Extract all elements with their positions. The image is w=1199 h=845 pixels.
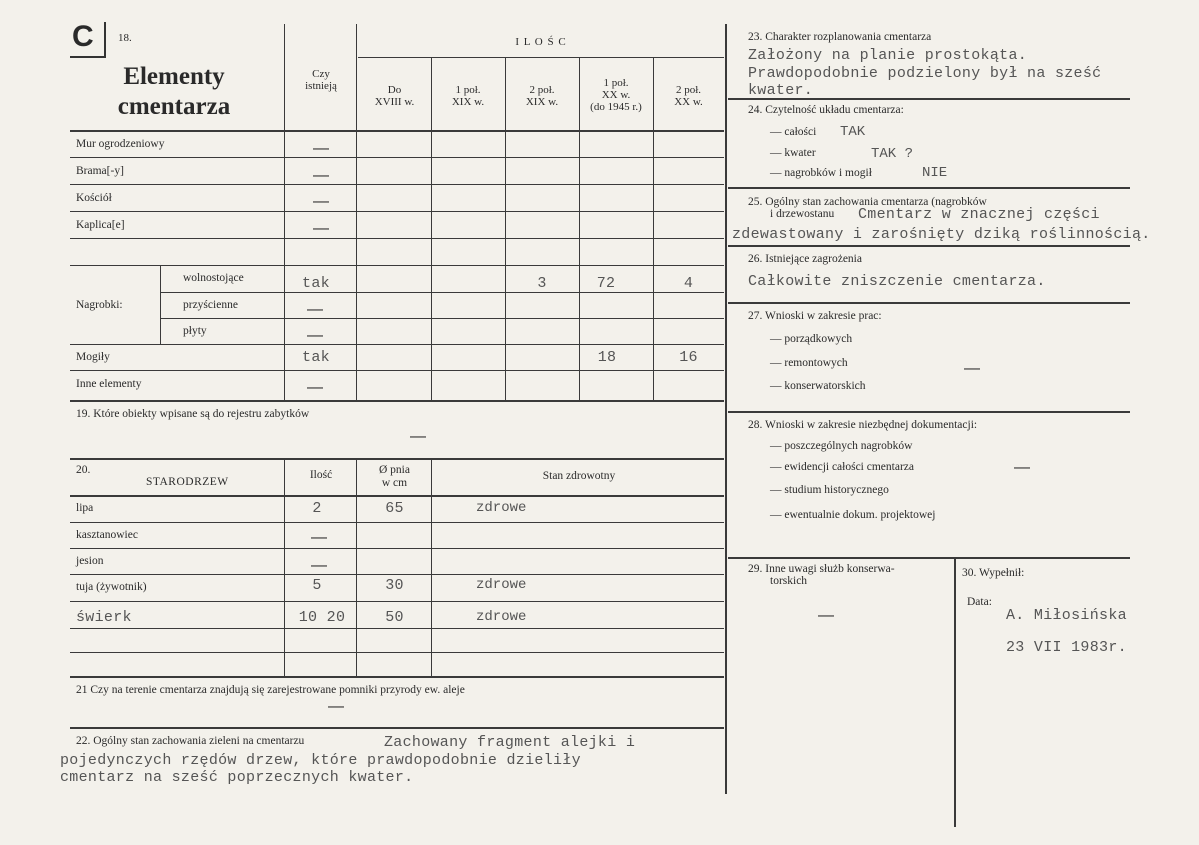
tree-health-4: zdrowe — [476, 609, 527, 625]
row-exists-mur: — — [313, 140, 329, 157]
q27-value: — — [964, 360, 980, 377]
q22-line1: Zachowany fragment alejki i — [384, 734, 636, 751]
q23-line3: kwater. — [748, 82, 814, 99]
q26-value: Całkowite zniszczenie cmentarza. — [748, 273, 1046, 290]
tree-diameter-4: 50 — [385, 609, 404, 626]
nagrobki-c4-wolnostojace: 4 — [683, 275, 694, 292]
section-number: 18. — [118, 32, 132, 44]
page-title — [104, 62, 244, 122]
row-label-kaplica: Kaplica[e] — [76, 219, 125, 231]
tree-name-2: jesion — [76, 555, 104, 567]
tree-name-4: świerk — [76, 609, 132, 626]
mogily-c3: 18 — [597, 349, 617, 366]
q29-label2: torskich — [770, 575, 808, 587]
row-label-mur: Mur ogrodzeniowy — [76, 138, 165, 150]
tree-count-0: 2 — [312, 500, 322, 517]
q19-label: 19. Które obiekty wpisane są do rejestru zabytków — [76, 408, 310, 420]
inne-label: Inne elementy — [76, 378, 142, 390]
q24-value-1: TAK ? — [871, 146, 914, 162]
q24-value-2: NIE — [922, 165, 948, 181]
q28-item-0: — poszczególnych nagrobków — [770, 440, 913, 452]
q30-date: 23 VII 1983r. — [1006, 639, 1127, 656]
col-exists-header: Czy istnieją — [305, 68, 337, 92]
q24-label: 24. Czytelność układu cmentarza: — [748, 104, 904, 116]
q29-value: — — [818, 607, 834, 624]
tree-count-4: 10 20 — [298, 609, 346, 626]
q25-value1: Cmentarz w znacznej części — [858, 206, 1100, 223]
q25-value2: zdewastowany i zarośnięty dziką roślinnością. — [732, 226, 1151, 243]
nagrobki-label: Nagrobki: — [76, 299, 123, 311]
q26-label: 26. Istniejące zagrożenia — [748, 253, 862, 265]
mogily-c4: 16 — [679, 349, 698, 366]
q27-item-0: — porządkowych — [770, 333, 853, 345]
row-label-kosciol: Kościół — [76, 192, 112, 204]
q24-item-0: — całości — [770, 126, 817, 138]
q23-line2: Prawdopodobnie podzielony był na sześć — [748, 65, 1102, 82]
q28-label: 28. Wnioski w zakresie niezbędnej dokumentacji: — [748, 419, 978, 431]
tree-count-1: — — [311, 529, 327, 546]
nagrobki-label-wolnostojace: wolnostojące — [183, 272, 244, 284]
nagrobki-exists-wolnostojace: tak — [302, 275, 330, 292]
tree-count-3: 5 — [312, 577, 322, 594]
q28-item-1: — ewidencji całości cmentarza — [770, 461, 914, 473]
q22-line3: cmentarz na sześć poprzecznych kwater. — [60, 769, 414, 786]
row-exists-brama: — — [313, 167, 329, 184]
q24-item-2: — nagrobków i mogił — [770, 167, 872, 179]
tree-name-3: tuja (żywotnik) — [76, 581, 147, 593]
q27-item-1: — remontowych — [770, 357, 848, 369]
q23-line1: Założony na planie prostokąta. — [748, 47, 1028, 64]
q27-label: 27. Wnioski w zakresie prac: — [748, 310, 882, 322]
q19-value: — — [410, 428, 426, 445]
q24-item-1: — kwater — [770, 147, 816, 159]
q23-label: 23. Charakter rozplanowania cmentarza — [748, 31, 932, 43]
trees-col-diameter: Ø pnia w cm — [379, 464, 410, 489]
tree-count-2: — — [311, 557, 327, 574]
page-title-line1: Elementy — [123, 63, 225, 90]
nagrobki-label-plyty: płyty — [183, 325, 207, 337]
section-letter-box — [70, 22, 106, 58]
tree-name-0: lipa — [76, 502, 94, 514]
q29-label1: 29. Inne uwagi służb konserwa- — [748, 563, 895, 575]
period-4: 2 poł. XX w. — [674, 84, 703, 108]
nagrobki-exists-plyty: — — [307, 327, 323, 344]
tree-diameter-3: 30 — [385, 577, 404, 594]
nagrobki-label-przyscienne: przyścienne — [183, 299, 238, 311]
period-0: Do XVIII w. — [374, 84, 415, 108]
section-letter: C — [72, 20, 94, 53]
q21-label: 21 Czy na terenie cmentarza znajdują się zarejestrowane pomniki przyrody ew. aleje — [76, 684, 465, 696]
nagrobki-c2-wolnostojace: 3 — [537, 275, 547, 292]
q28-item-2: — studium historycznego — [770, 484, 889, 496]
row-label-brama: Brama[-y] — [76, 165, 124, 177]
q22-line2: pojedynczych rzędów drzew, które prawdopodobnie dzieliły — [60, 752, 581, 769]
period-1: 1 poł. XIX w. — [451, 84, 485, 108]
q21-value: — — [328, 698, 344, 715]
tree-health-3: zdrowe — [476, 577, 527, 593]
q30-date-label: Data: — [967, 596, 992, 608]
q25-label1: 25. Ogólny stan zachowania cmentarza (nagrobków — [748, 196, 987, 208]
trees-col-count: Ilość — [309, 469, 333, 481]
q30-label: 30. Wypełnił: — [962, 567, 1025, 579]
tree-name-1: kasztanowiec — [76, 529, 138, 541]
mogily-exists: tak — [302, 349, 330, 366]
col-group-header: I L O Ś C — [515, 36, 567, 48]
nagrobki-c3-wolnostojace: 72 — [596, 275, 616, 292]
q25-label2: i drzewostanu — [770, 208, 835, 220]
period-2: 2 poł. XIX w. — [525, 84, 559, 108]
nagrobki-exists-przyscienne: — — [307, 301, 323, 318]
q22-label: 22. Ogólny stan zachowania zieleni na cmentarzu — [76, 735, 305, 747]
trees-number: 20. — [76, 464, 91, 476]
q24-value-0: TAK — [840, 124, 866, 140]
period-3: 1 poł. XX w. (do 1945 r.) — [590, 77, 642, 113]
q28-item-3: — ewentualnie dokum. projektowej — [770, 509, 936, 521]
mogily-label: Mogiły — [76, 351, 110, 363]
tree-health-0: zdrowe — [476, 500, 527, 516]
trees-col-health: Stan zdrowotny — [542, 470, 616, 482]
q27-item-2: — konserwatorskich — [770, 380, 866, 392]
q30-name: A. Miłosińska — [1006, 607, 1127, 624]
tree-diameter-0: 65 — [385, 500, 404, 517]
inne-exists: — — [307, 379, 323, 396]
page-title-line2: cmentarza — [117, 93, 231, 120]
trees-col-name: STARODRZEW — [146, 476, 229, 488]
q28-value: — — [1014, 459, 1030, 476]
row-exists-kaplica: — — [313, 220, 329, 237]
row-exists-kosciol: — — [313, 193, 329, 210]
